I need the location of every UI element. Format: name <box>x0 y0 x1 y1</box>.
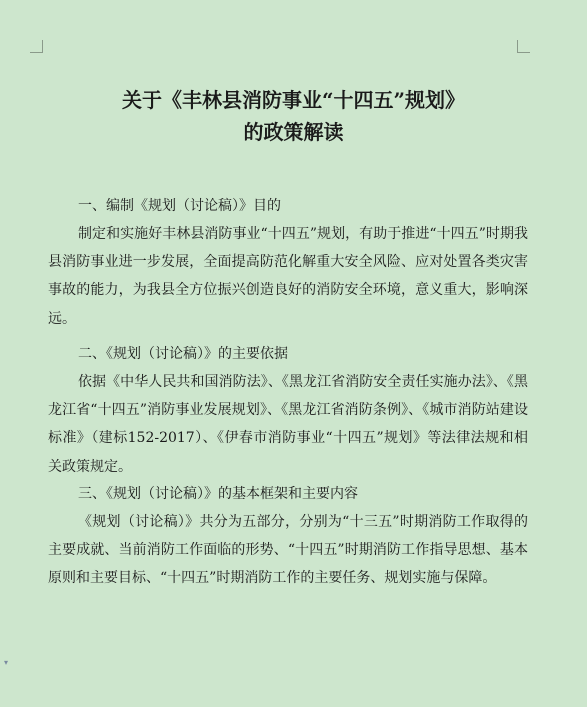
document-title-line1: 关于《丰林县消防事业“十四五”规划》 <box>121 88 465 112</box>
section-heading-3: 三、《规划（讨论稿）》的基本框架和主要内容 <box>78 486 358 502</box>
section-body-1-block <box>48 220 528 333</box>
section-heading-2: 二、《规划（讨论稿）》的主要依据 <box>78 346 288 362</box>
section-body-1: 制定和实施好丰林县消防事业“十四五”规划，有助于推进“十四五”时期我县消防事业进一步发展，全面提高防范化解重大安全风险、应对处置各类灾害事故的能力，为我县全方位振兴创造良好的消防安全环境，意义重大，影响深远。 <box>48 226 528 327</box>
section-heading-2-block <box>48 344 528 364</box>
section-body-3: 《规划（讨论稿）》共分为五部分，分别为“十三五”时期消防工作取得的主要成就、当前消防工作面临的形势、“十四五”时期消防工作指导思想、基本原则和主要目标、“十四五”时期消防工作的主要任务、规划实施与保障。 <box>48 514 528 587</box>
collapse-arrow-icon[interactable]: ▾ <box>4 658 9 667</box>
section-heading-3-block <box>48 484 528 504</box>
section-body-2-block <box>48 368 528 481</box>
page-corner-mark-top-right <box>517 40 530 53</box>
section-body-2: 依据《中华人民共和国消防法》、《黑龙江省消防安全责任实施办法》、《黑龙江省“十四五”消防事业发展规划》、《黑龙江省消防条例》、《城市消防站建设标准》（建标152-2017）、《伊春市消防事业“十四五”规划》等法律法规和相关政策规定。 <box>48 374 528 475</box>
section-body-3-block <box>48 508 528 593</box>
document-title-line2: 的政策解读 <box>243 120 344 144</box>
page-corner-mark-top-left <box>30 40 43 53</box>
section-heading-1-block <box>48 196 528 216</box>
section-heading-1: 一、编制《规划（讨论稿）》目的 <box>78 198 281 214</box>
